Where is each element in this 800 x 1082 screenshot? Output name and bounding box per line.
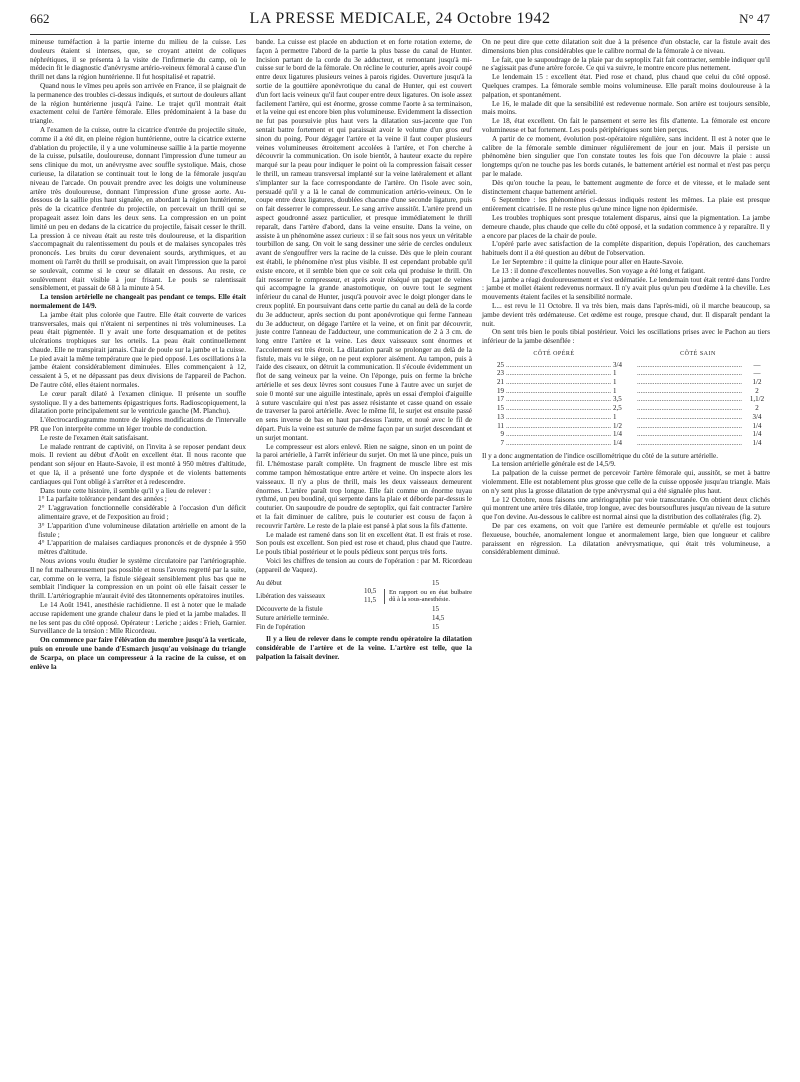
paragraph: Le fait, que le saupoudrage de la plaie par du septoplix l'ait fait contracter, semble indiquer qu'il ne s'agissait pas d'une artère forcée. Ce qui va suivre, le montre encore plus nettement. [482, 55, 770, 73]
pressure-cell: 15 [497, 404, 504, 413]
dot-leader: ............................................................ [506, 360, 611, 369]
paragraph: Nous avions voulu étudier le système circulatoire par l'artériographie. Il ne fut malheureusement pas possible et nous l'avons regretté par la suite, car, comme on le verra, la fistule siégeait sensiblement plus bas que ne semblait l'indiquer la compression en un point où elle faisait cesser le thrill. L'artériographie m'aurait évité des tâtonnements opératoires inutiles. [30, 557, 246, 601]
list-item: 2° L'aggravation fonctionnelle considérable à l'occasion d'un déficit alimentaire grave, et de l'exposition au froid ; [38, 504, 246, 522]
paragraph: Dans toute cette histoire, il semble qu'il y a lieu de relever : [40, 486, 211, 495]
paragraph: Il y a donc augmentation de l'indice oscillométrique du côté de la suture artérielle. [482, 451, 719, 460]
paragraph: Le compresseur est alors enlevé. Rien ne saigne, sinon en un point de la paroi artérielle, à l'arrêt inférieur du surjet. On met là une pince, puis un fil. L'hémostase paraît complète. Un fragment de muscle libre est mis comme tampon hémostatique entre artère et veine. On inspecte alors les vaisseaux. Il n'y a plus de thrill, mais les deux vaisseaux demeurent énormes. L'artère paraît trop longue. Elle fait comme un énorme tuyau rythmé, un peu boudiné, qui serpente dans la plaie et déborde par-dessus le couturier. On saupoudre de poudre de septoplix, qui fait contracter l'artère et la fait diminuer de calibre, puis le couturier est cousu de façon à recouvrir l'artère. Le reste de la plaie est pansé à plat sous la fils d'attente. [256, 442, 472, 530]
pressure-cell: 9 [500, 430, 504, 439]
pressure-label: Au début [256, 578, 282, 587]
operated-cell: 2,5 [613, 404, 622, 413]
healthy-cell: 2 [755, 386, 759, 395]
table-header [482, 350, 770, 359]
table-row [482, 404, 770, 413]
paragraph: Il y a lieu de relever dans le compte rendu opératoire la dilatation considérable de l'artère et de la veine. L'artère est telle, que la palpation la faisait deviner. [256, 635, 472, 661]
paragraph: La jambe a réagi douloureusement et s'est œdématiée. Le lendemain tout était rentré dans l'ordre : jambe et mollet étaient redevenus normaux. Il n'y avait plus qu'un peu d'œdème à la cheville. Les mouvements étaient faciles et la sensibilité normale. [482, 275, 770, 302]
pressure-group [256, 587, 472, 605]
dot-leader: ............................................................ [637, 438, 742, 447]
paragraph: Le 12 Octobre, nous faisons une artériographie par voie transcutanée. On obtient deux clichés qui montrent une artère très dilatée, trop longue, avec des boursouflures jusqu'au niveau de la suture que l'on devine. Au-dessous le calibre est normal ainsi que la distribution des collatérales (fig. 2). [482, 495, 770, 522]
dot-leader: ............................................................ [506, 378, 611, 387]
paragraph: La tension artérielle ne changeait pas pendant ce temps. Elle était normalement de 14/9. [30, 293, 246, 310]
paragraph: L'opéré parle avec satisfaction de la complète disparition, depuis l'opération, des cauchemars habituels dont il a été question au début de l'observation. [482, 240, 770, 258]
paragraph: On ne peut dire que cette dilatation soit due à la présence d'un obstacle, car la fistule avait des dimensions bien plus considérables que le calibre normal de la fémorale à ce niveau. [482, 38, 770, 55]
pressure-cell: 13 [497, 412, 504, 421]
healthy-cell: — [753, 369, 761, 378]
pressure-row [256, 614, 472, 623]
healthy-cell: 1/4 [752, 430, 762, 439]
table-row [482, 439, 770, 448]
operated-cell: 1 [613, 369, 617, 378]
pressure-cell: 19 [497, 386, 504, 395]
pressure-row [256, 605, 472, 614]
dot-leader: ............................................................ [637, 404, 742, 413]
list-item: 3° L'apparition d'une volumineuse dilatation artérielle en amont de la fistule ; [38, 521, 246, 539]
article-columns [30, 38, 770, 1078]
operated-cell: 3,5 [613, 395, 622, 404]
paragraph: Le malade rentrant de captivité, on l'invita à se reposer pendant deux mois. Il revient au début d'Août en excellent état. Il nous raconte que pendant son séjour en Haute-Savoie, il est monté à 950 mètres d'altitude, et que là, il a présenté une forte dyspnée et de violents battements cardiaques qui l'ont obligé à s'arrêter et à redescendre. [30, 442, 246, 486]
issue-number: N° 47 [739, 11, 770, 26]
dot-leader: ............................................................ [506, 412, 611, 421]
dot-leader: ............................................................ [506, 430, 611, 439]
paragraph: Le 1er Septembre : il quitte la clinique pour aller en Haute-Savoie. [492, 257, 684, 266]
operated-cell: 3/4 [613, 360, 622, 369]
paragraph: Le malade est ramené dans son lit en excellent état. Il est frais et rose. Son pouls est excellent. Son pied est rose et chaud, plus chaud que l'autre. Le pouls tibial postérieur et le pouls pédieux sont perçus très forts. [256, 530, 472, 557]
dot-leader: ............................................................ [637, 386, 742, 395]
pressure-cell: 23 [497, 369, 504, 378]
paragraph: On sent très bien le pouls tibial postérieur. Voici les oscillations prises avec le Pachon au tiers inférieur de la jambe désenflée : [482, 328, 770, 346]
dot-leader: ............................................................ [637, 369, 742, 378]
page-number: 662 [30, 11, 50, 26]
operated-cell: 1/2 [613, 421, 622, 430]
table-row [482, 361, 770, 370]
pressure-cell: 17 [497, 395, 504, 404]
paragraph: A partir de ce moment, évolution post-opératoire régulière, sans incident. Il est à noter que le calibre de la fémorale semble diminuer régulièrement de jour en jour. Mais il persiste un phénomène bien singulier que l'on constate toutes les fois que l'on découvre la plaie : aussi longtemps qu'on ne touche pas les bords cutanés, le battement artériel est normal et n'est pas perçu par le malade. [482, 134, 770, 178]
dot-leader: ............................................................ [637, 360, 742, 369]
paragraph: Le 14 Août 1941, anesthésie rachidienne. Il est à noter que le malade accuse rapidement une grande chaleur dans le pied et la jambe malades. Il ne les sent pas du côté opposé. Opérateur : Leriche ; aides : Frieh, Garnier. Surveillance de la tension : Mlle Ricordeau. [30, 601, 246, 636]
dot-leader: ............................................................ [637, 430, 742, 439]
table-row [482, 378, 770, 387]
pressure-label: Libération des vaisseaux [256, 591, 326, 600]
list-item: 4° L'apparition de malaises cardiaques prononcés et de dyspnée à 950 mètres d'altitude. [38, 539, 246, 557]
operated-cell: 1 [613, 386, 617, 395]
paragraph: Quand nous le vîmes peu après son arrivée en France, il se plaignait de la permanence des troubles ci-dessus indiqués, et surtout de douleurs allant de la région huntérienne jusqu'à l'aine. Le trajet qu'il montrait était exactement celui de l'artère fémorale. Elles prédominaient à la base du triangle. [30, 81, 246, 126]
issue-date: 24 Octobre 1942 [435, 10, 551, 27]
paragraph: Dès qu'on touche la peau, le battement augmente de force et de vitesse, et le malade sent distinctement chaque battement artériel. [482, 178, 770, 196]
column-header-operated: CÔTÉ OPÉRÉ [533, 350, 575, 357]
dot-leader: ............................................................ [506, 395, 611, 404]
healthy-cell: 1/4 [752, 438, 762, 447]
pressure-label: Découverte de la fistule [256, 605, 323, 613]
paragraph: A l'examen de la cuisse, outre la cicatrice d'entrée du projectile située, comme il a été dit, en pleine région huntérienne, outre la cicatrice externe d'ablation du projectile, il y a une volumineuse saillie à la partie moyenne de la cuisse, pulsatile, douloureuse, donnant l'impression d'une tumeur au sens clinique du mot, un anévrysme avec souffle systolique. Mais, chose curieuse, la dilatation se continuait tout le long de la fémorale jusqu'au niveau de l'arcade. On pouvait prendre avec les doigts une volumineuse artère très douloureuse, donnant l'impression d'une grosse aorte. Au-dessous de la saillie plus haut signalée, en abordant la région huntérienne, près de la cicatrice d'entrée du projectile, on percevait un thrill qui se propageait assez loin dans les deux sens. La compression en un point limité un peu en dedans de la cicatrice du projectile, faisait cesser le thrill. La pression à ce niveau était au reste très douloureuse, et la disparition s'accompagnait du ralentissement du pouls et de malaises syncopales très prononcés. Les bruits du cœur devenaient sourds, arythmiques, et au moment où l'arrêt du thrill se produisait, on avait l'impression que la paroi se soulevait, comme si le cœur se dilatait en dessous. Au reste, ce soulèvement était visible à jour frisant. Le pouls se ralentissait sensiblement, et passait de 68 à la minute à 54. [30, 125, 246, 293]
pressure-value: 15 [432, 605, 439, 613]
pressure-value: 15 [432, 622, 439, 631]
pressure-label: Suture artérielle terminée. [256, 613, 329, 622]
page-header [30, 10, 770, 32]
paragraph: La jambe était plus colorée que l'autre. Elle était couverte de varices transversales, mais qui n'étaient ni serpentines ni très volumineuses. La peau était pigmentée. Il y avait une forte desquamation et de petites ulcérations trophiques sur les orteils. La peau était continuellement chaude. Elle ne transpirait jamais. Chair de poule sur la jambe et la cuisse. Le pied avait la même température que le pied opposé. Les oscillations à la jambe étaient considérablement diminuées. Elles commençaient à 12, cessaient à 5, et ne dépassant pas deux divisions de l'appareil de Pachon. De l'autre côté, elles étaient normales. [30, 310, 246, 390]
pressure-value: 15 [432, 578, 439, 587]
table-row [482, 369, 770, 378]
pressure-note: En rapport ou en état bulbaire dû à la sous-anesthésie. [384, 589, 472, 604]
paragraph: 6 Septembre : les phénomènes ci-dessus indiqués restent les mêmes. La plaie est presque entièrement cicatrisée. Il ne reste plus qu'une mince ligne non épidermisée. [482, 196, 770, 214]
operated-cell: 1 [613, 412, 617, 421]
paragraph: Les troubles trophiques sont presque totalement disparus, ainsi que la pigmentation. La jambe demeure chaude, plus chaude que celle du côté opposé, et la sudation commence à y reparaître. Il y a encore par places de la chair de poule. [482, 213, 770, 240]
journal-masthead: LA PRESSE MEDICALE, 24 Octobre 1942 [249, 10, 551, 27]
paragraph: Le cœur paraît dilaté à l'examen clinique. Il présente un souffle systolique. Il y a des battements épigastriques forts. Radioscopiquement, la dilatation porte principalement sur le ventricule gauche (M. Planchu). [30, 389, 246, 416]
dot-leader: ............................................................ [637, 395, 742, 404]
table-row [482, 430, 770, 439]
journal-title: LA PRESSE MEDICALE [249, 10, 427, 27]
paragraph: L'électrocardiogramme montre de légères modifications de l'intervalle PR que l'on interprète comme un léger trouble de conduction. [30, 416, 246, 434]
table-row [482, 387, 770, 396]
paragraph: Le 18, état excellent. On fait le pansement et serre les fils d'attente. La fémorale est encore volumineuse et bat fortement. Les pouls périphériques sont bien perçus. [482, 117, 770, 134]
dot-leader: ............................................................ [637, 421, 742, 430]
dot-leader: ............................................................ [506, 438, 611, 447]
healthy-cell: 1/4 [752, 421, 762, 430]
paragraph: Le reste de l'examen était satisfaisant. [40, 433, 149, 442]
paragraph: Le lendemain 15 : excellent état. Pied rose et chaud, plus chaud que celui du côté opposé. Quelques crampes. La fémorale semble moins volumineuse. Elle paraît moins douloureuse à la palpation, et spontanément. [482, 73, 770, 99]
healthy-cell: — [753, 360, 761, 369]
dot-leader: ............................................................ [506, 404, 611, 413]
operated-cell: 1 [613, 378, 617, 387]
dot-leader: ............................................................ [637, 378, 742, 387]
dot-leader: ............................................................ [506, 369, 611, 378]
operated-cell: 1/4 [613, 438, 622, 447]
pressure-label: Fin de l'opération [256, 622, 306, 631]
paragraph: La palpation de la cuisse permet de percevoir l'artère fémorale qui, aussitôt, se met à battre violemment. Elle est notablement plus grosse que celle de la cuisse opposée jusqu'au triangle. Mais on n'y sent plus la grosse dilatation de type anévrysmal qui a été signalée plus haut. [482, 469, 770, 495]
list-item: 1° La parfaite tolérance pendant des années ; [38, 495, 167, 504]
dot-leader: ............................................................ [506, 421, 611, 430]
paragraph: On commence par faire l'élévation du membre jusqu'à la verticale, puis on enroule une bande d'Esmarch jusqu'au voisinage du triangle de Scarpa, on place un compresseur à la racine de la cuisse, et on enlève la [30, 636, 246, 671]
operated-cell: 1/4 [613, 430, 622, 439]
oscillation-table [482, 350, 770, 448]
healthy-cell: 1,1/2 [749, 395, 765, 404]
table-body [482, 361, 770, 448]
dot-leader: ............................................................ [506, 386, 611, 395]
pressure-values [364, 587, 384, 605]
healthy-cell: 3/4 [752, 412, 762, 421]
anesthesia-pressures [256, 579, 472, 632]
paragraph: L... est revu le 11 Octobre. Il va très bien, mais dans l'après-midi, où il marche beaucoup, sa jambe devient très œdémateuse. Cet œdème est rouge, presque chaud, dur. Il disparaît pendant la nuit. [482, 301, 770, 328]
pressure-value: 11,5 [364, 596, 376, 605]
column-1 [30, 38, 246, 1078]
paragraph: bande. La cuisse est placée en abduction et en forte rotation externe, de façon à permettre l'abord de la partie la plus basse du canal de Hunter. Incision partant de la corde du 3e adducteur, et remontant jusqu'à mi-cuisse sur le bord de la fémorale. On récline le couturier, après avoir coupé entre deux ligatures plusieurs veines à parois rigides. Ouverture jusqu'à la sortie de la gouttière aponévrotique du canal de Hunter, qui est couvert d'un fort lacis veineux qu'il faut couper entre deux ligatures. On isole assez facilement l'artère, qui est énorme, grosse comme l'aorte à sa terminaison, et la veine qui est encore bien plus volumineuse. Evidemment la dissection ne fut pas poursuivie plus haut vers la dilatation sus-jacente que l'on sentait battre fortement et qui paraissait avoir le volume d'un gros œuf sinon du poing. Pour dégager l'artère et la veine il faut couper plusieurs veines volumineuses étroitement accolées à l'artère, et l'on cherche à découvrir la communication. On isole bientôt, à hauteur exacte du repère marqué sur la peau pour indiquer le point où la compression faisait cesser le thrill, un rameau transversal implanté sur la veine latéralement et allant s'implanter sur la face correspondante de l'artère. On l'isole avec soin, persuadé qu'il y a là le canal de communication artério-veineux. On le coupe entre deux ligatures, doublées chacune d'une seconde ligature, puis on fait desserrer le compresseur. Le sang arrive aussitôt. L'artère prend un aspect goudronné assez particulier, et presque immédiatement le thrill reparaît, dans l'artère d'abord, dans la veine ensuite. Dans la veine, on assiste à un phénomène assez curieux : il se fait sous nos yeux un véritable tourbillon de sang. On voit le sang dessiner une série de cercles onduleux avant de s'engouffrer vers la racine de la cuisse. Dès que le plein courant est établi, le phénomène n'est plus visible. Il est cependant probable qu'il existe encore, et il semble bien que ce soit cela qui produise le thrill. On fait resserrer le compresseur, et après avoir réséqué un paquet de veines qui accompagne la grande anastomotique, on ouvre tout le segment inférieur du canal de Hunter, jusqu'à pouvoir avec le doigt plonger dans le creux poplité. En poursuivant dans cette partie du canal au delà de la corde du 3e adducteur, après section du pont aponévrotique qui ferme l'anneau du 3e adducteur, on dégage l'artère et la veine, et on finit par découvrir, juste contre l'anneau de l'adducteur, une communication de 2 à 3 cm. de long entre l'artère et la veine. Les deux vaisseaux sont énormes et l'accolement est très étroit. La dilatation paraît se prolonger au delà de la fistule, mais vu le siège, on ne peut explorer aisément. Au tampon, puis à l'aide des ciseaux, on détruit la communication. Il s'écoule évidemment un flot de sang veineux par la veine. On l'éponge, puis on ferme la brèche artérielle et ses deux lèvres sont cousues l'une à l'autre avec un surjet de soie 0 monté sur une aiguille intestinale, après un essai d'emploi d'aiguille à suture vasculaire qui n'est pas assez résistante et casse quand on essaie de traverser la paroi artérielle. Avec le même fil, le surjet est ensuite passé en sens inverse de bas en haut par-dessus l'autre, et noué avec le fil de départ. Puis la veine est suturée de même façon par un surjet descendant et un surjet montant. [256, 38, 472, 442]
paragraph: La tension artérielle générale est de 14,5/9. [492, 460, 616, 469]
pressure-cell: 25 [497, 360, 504, 369]
findings-list [30, 495, 246, 557]
paragraph: Le 13 : il donne d'excellentes nouvelles. Son voyage a été long et fatigant. [492, 266, 706, 275]
header-rule [30, 34, 770, 35]
pressure-cell: 7 [500, 438, 504, 447]
pressure-row [256, 623, 472, 632]
paragraph: De par ces examens, on voit que l'artère est demeurée perméable et qu'elle est toujours flexueuse, bouchée, anomalement longue et anormalement large, bien que longueur et calibre paraissent en régression. La dilatation anévrysmatique, qui était très volumineuse, a considérablement diminué. [482, 521, 770, 557]
paragraph: Le 16, le malade dit que la sensibilité est redevenue normale. Son artère est toujours sensible, mais moins. [482, 99, 770, 117]
pressure-cell: 11 [497, 421, 504, 430]
pressure-value: 14,5 [432, 613, 445, 622]
table-row [482, 413, 770, 422]
pressure-cell: 21 [497, 378, 504, 387]
healthy-cell: 2 [755, 404, 759, 413]
column-3 [482, 38, 770, 1078]
pressure-value: 10,5 [364, 587, 377, 596]
healthy-cell: 1/2 [752, 378, 762, 387]
column-2 [256, 38, 472, 1078]
paragraph: Voici les chiffres de tension au cours de l'opération : par M. Ricordeau (appareil de Vaquez). [256, 557, 472, 574]
table-row [482, 395, 770, 404]
pressure-row [256, 579, 472, 588]
table-row [482, 422, 770, 431]
dot-leader: ............................................................ [637, 412, 742, 421]
paragraph: mineuse tuméfaction à la partie interne du milieu de la cuisse. Les douleurs étaient si intenses, que, se croyant atteint de coliques néphrétiques, il se présenta à la visite de l'infirmerie du camp, où le médecin fit le diagnostic d'anévrysme artério-veineux fémoral à cause d'un thrill net dans la région huntérienne. Il fut hospitalisé et rapatrié. [30, 38, 246, 82]
column-header-healthy: CÔTÉ SAIN [680, 350, 716, 357]
